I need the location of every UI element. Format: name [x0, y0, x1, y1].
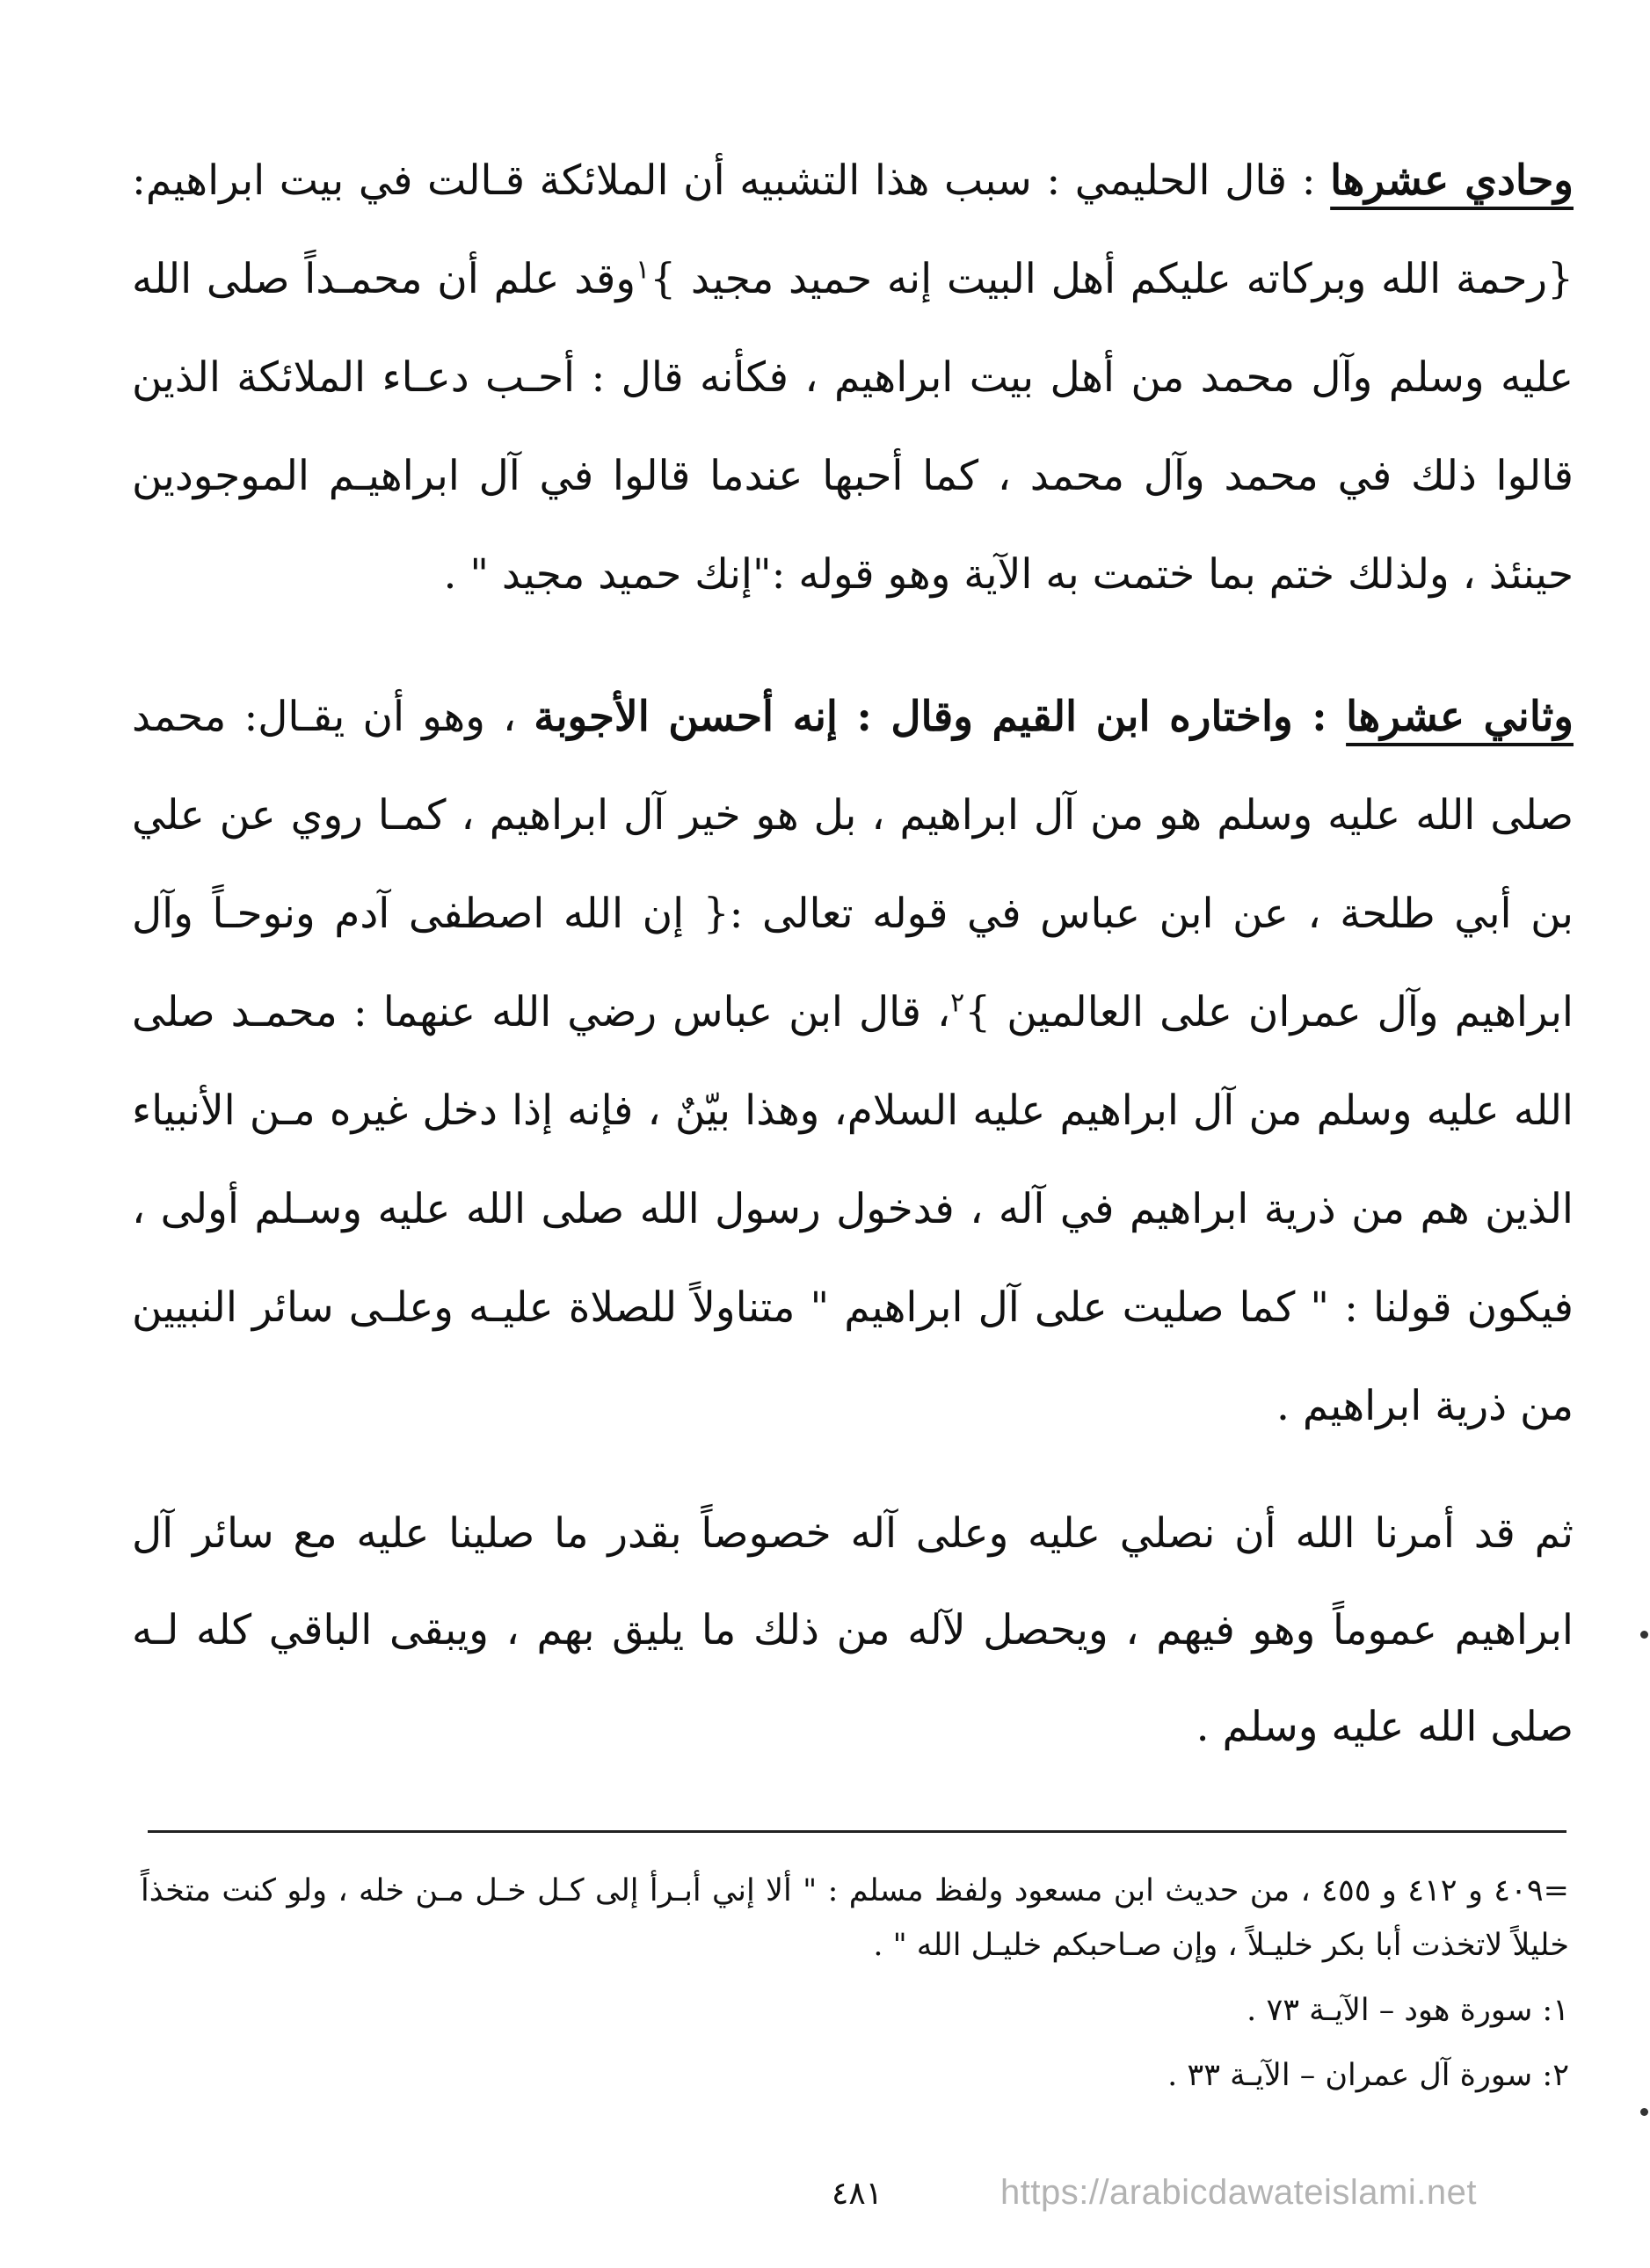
quran-verse: { إن الله اصطفى آدم ونوحـاً وآل ابراهيم وآل عمران على العالمين } — [132, 890, 1574, 1036]
paragraph-bold-text: : واختاره ابن القيم وقال : إنه أحسن الأجوبة — [534, 693, 1347, 741]
footnotes-section — [141, 1864, 1569, 2103]
footnote-reference: ١ — [636, 254, 651, 286]
footnote-2: ٢: سورة آل عمران – الآيـة ٣٣ . — [1167, 2058, 1569, 2093]
paragraph-eleventh-answer — [132, 132, 1574, 624]
paragraph-text: ، وهو أن يقـال: محمد صلى الله عليه وسلم هو من آل ابراهيم ، بل هو خير آل ابراهيم ، كمـا روي عن علي بن أبي طلحة ، عن ابن عباس في قوله تعالى : — [132, 693, 1574, 938]
footnote-1: ١: سورة هود – الآيـة ٧٣ . — [1247, 1993, 1569, 2028]
footnote-continuation: =٤٠٩ و ٤١٢ و ٤٥٥ ، من حديث ابن مسعود ولفظ مسلم : " ألا إني أبـرأ إلى كـل خـل مـن خله ، ولو كنت متخذاً خليلاً لاتخذت أبا بكر خليـلاً ، وإن صـاحبكم خليـل الله " . — [141, 1873, 1569, 1963]
footnote-separator — [148, 1830, 1566, 1833]
watermark-url: https://arabicdawateislami.net — [1000, 2173, 1477, 2212]
footnote-reference: ٢ — [950, 987, 965, 1019]
margin-dot — [1640, 2108, 1648, 2116]
paragraph-text: ، قال ابن عباس رضي الله عنهما : محمـد صلى الله عليه وسلم من آل ابراهيم عليه السلام، وهذا بيّنٌ ، فإنه إذا دخل غيره مـن الأنبياء الذين هم من ذرية ابراهيم في آله ، فدخول رسول الله صلى الله عليه وسـلم أولى ، فيكون قولنا : " كما صليت على آل ابراهيم " متناولاً للصلاة عليـه وعلـى سائر النبيين من ذرية ابراهيم . — [132, 988, 1574, 1430]
paragraph-conclusion — [132, 1486, 1574, 1776]
paragraph-text: وقد علم أن محمـداً صلى الله عليه وسلم وآل محمد من أهل بيت ابراهيم ، فكأنه قال : أحـب دعـاء الملائكة الذين قالوا ذلك في محمد وآل محمد ، كما أحبها عندما قالوا في آل ابراهيـم الموجودين حينئذ ، ولذلك ختم بما ختمت به الآية وهو قوله :"إنك حميد مجيد " . — [132, 255, 1574, 599]
paragraph-text: ثم قد أمرنا الله أن نصلي عليه وعلى آله خصوصاً بقدر ما صلينا عليه مع سائر آل ابراهيم عموماً وهو فيهم ، ويحصل لآله من ذلك ما يليق بهم ، ويبقى الباقي كله لـه صلى الله عليه وسلم . — [132, 1509, 1574, 1751]
paragraph-twelfth-answer — [132, 668, 1574, 1456]
heading-twelfth: وثاني عشرها — [1346, 693, 1574, 741]
margin-dot — [1640, 1631, 1648, 1639]
heading-eleventh: وحادي عشرها — [1330, 156, 1574, 205]
page-number: ٤٨١ — [832, 2176, 883, 2212]
quran-verse: {رحمة الله وبركاته عليكم أهل البيت إنه حميد مجيد } — [650, 255, 1574, 303]
paragraph-text: : قال الحليمي : سبب هذا التشبيه أن الملائكة قـالت في بيت ابراهيم: — [132, 156, 1331, 205]
